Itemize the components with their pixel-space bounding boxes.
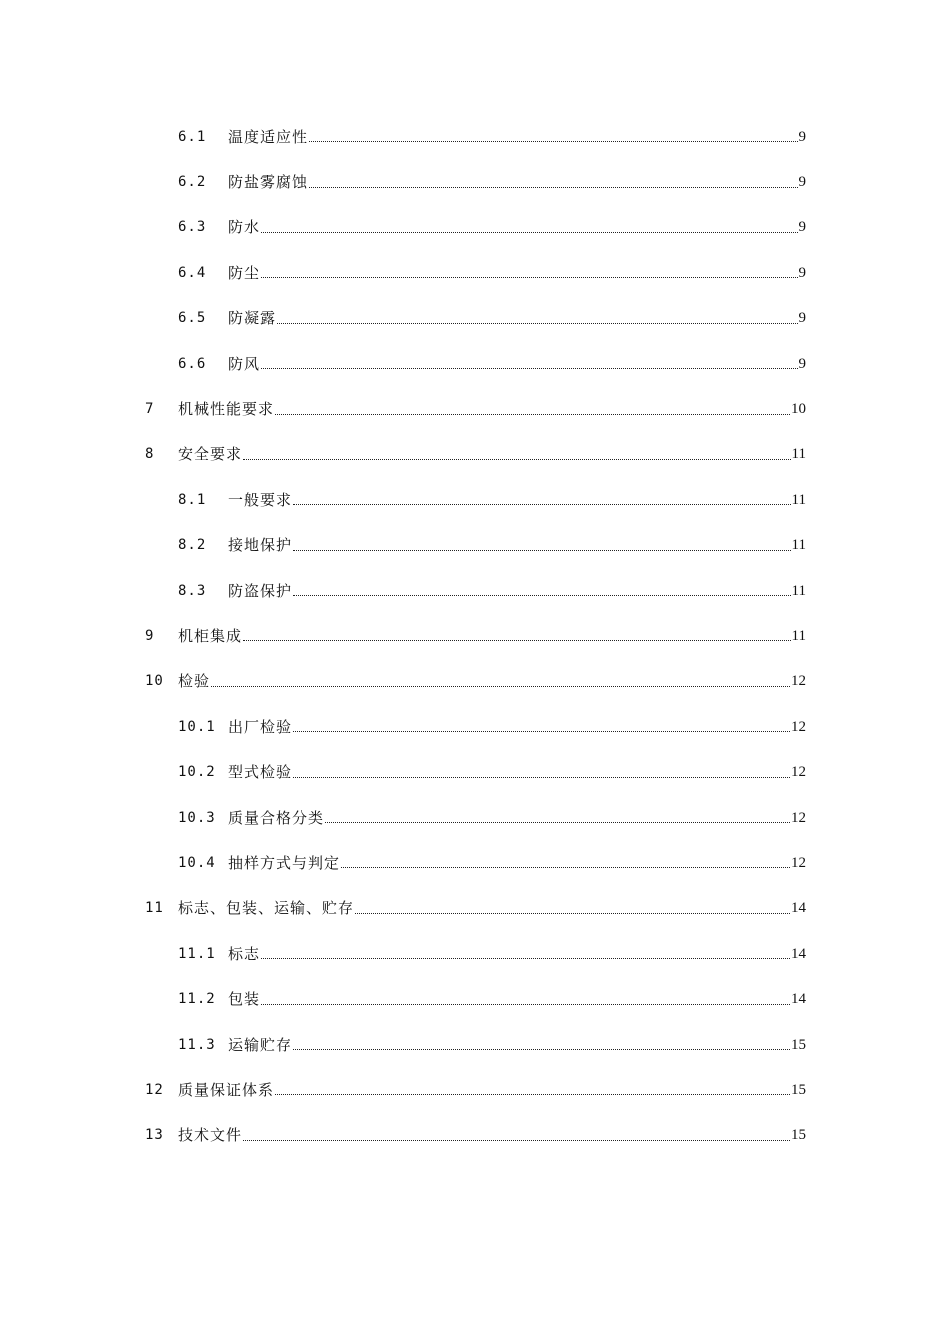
toc-entry-11-3[interactable] [0, 1022, 950, 1067]
toc-entry-number: 13 [145, 1127, 164, 1144]
toc-entry-8-3[interactable] [0, 568, 950, 613]
toc-entry-title: 防盐雾腐蚀 [228, 173, 309, 192]
toc-dot-leader [261, 1004, 790, 1005]
toc-entry-9[interactable] [0, 613, 950, 658]
toc-entry-title: 标志、包装、运输、贮存 [178, 899, 355, 918]
toc-entry-page: 14 [791, 991, 806, 1008]
toc-dot-leader [243, 640, 791, 641]
toc-dot-leader [293, 731, 790, 732]
toc-dot-leader [243, 1140, 790, 1141]
toc-dot-leader [261, 277, 797, 278]
toc-entry-title: 防尘 [228, 263, 261, 282]
toc-entry-6-4[interactable] [0, 250, 950, 295]
toc-entry-number: 11.2 [178, 991, 216, 1008]
toc-entry-title: 检验 [178, 672, 211, 691]
toc-entry-number: 6.1 [178, 128, 207, 145]
toc-dot-leader [293, 1049, 790, 1050]
toc-entry-10-4[interactable] [0, 840, 950, 885]
toc-entry-number: 10.2 [178, 764, 216, 781]
toc-entry-8[interactable] [0, 432, 950, 477]
toc-entry-title: 一般要求 [228, 490, 293, 509]
toc-entry-13[interactable] [0, 1113, 950, 1158]
toc-entry-title: 机柜集成 [178, 626, 243, 645]
toc-entry-11-2[interactable] [0, 976, 950, 1021]
toc-entry-number: 8.3 [178, 582, 207, 599]
toc-entry-title: 防风 [228, 354, 261, 373]
toc-entry-number: 10.4 [178, 854, 216, 871]
toc-entry-page: 15 [791, 1081, 806, 1098]
toc-entry-number: 9 [145, 627, 155, 644]
toc-entry-6-3[interactable] [0, 205, 950, 250]
toc-entry-page: 9 [798, 310, 806, 327]
toc-dot-leader [275, 1094, 790, 1095]
toc-entry-page: 10 [791, 401, 806, 418]
toc-entry-title: 质量保证体系 [178, 1080, 275, 1099]
toc-entry-page: 12 [791, 854, 806, 871]
toc-entry-title: 抽样方式与判定 [228, 853, 341, 872]
toc-dot-leader [293, 504, 791, 505]
toc-entry-number: 6.6 [178, 355, 207, 372]
toc-entry-title: 防水 [228, 218, 261, 237]
toc-entry-page: 9 [798, 128, 806, 145]
toc-entry-number: 8 [145, 446, 155, 463]
toc-entry-7[interactable] [0, 386, 950, 431]
toc-entry-12[interactable] [0, 1067, 950, 1112]
toc-entry-number: 10.1 [178, 718, 216, 735]
toc-entry-page: 12 [791, 673, 806, 690]
toc-entry-title: 质量合格分类 [228, 808, 325, 827]
toc-dot-leader [243, 459, 791, 460]
toc-entry-number: 6.5 [178, 310, 207, 327]
toc-dot-leader [293, 777, 790, 778]
toc-entry-title: 接地保护 [228, 536, 293, 555]
toc-entry-title: 运输贮存 [228, 1035, 293, 1054]
toc-entry-title: 安全要求 [178, 445, 243, 464]
toc-entry-11[interactable] [0, 886, 950, 931]
toc-dot-leader [277, 323, 797, 324]
toc-dot-leader [261, 958, 790, 959]
toc-entry-number: 6.2 [178, 174, 207, 191]
toc-entry-page: 14 [791, 945, 806, 962]
table-of-contents [0, 114, 950, 1158]
toc-entry-6-6[interactable] [0, 341, 950, 386]
toc-entry-number: 11.1 [178, 945, 216, 962]
toc-dot-leader [341, 867, 790, 868]
toc-entry-page: 9 [798, 174, 806, 191]
toc-entry-number: 8.1 [178, 491, 207, 508]
toc-entry-title: 机械性能要求 [178, 400, 275, 419]
toc-entry-number: 10 [145, 673, 164, 690]
toc-entry-number: 8.2 [178, 537, 207, 554]
toc-entry-title: 型式检验 [228, 763, 293, 782]
toc-entry-10-1[interactable] [0, 704, 950, 749]
toc-entry-number: 6.3 [178, 219, 207, 236]
toc-entry-number: 11.3 [178, 1036, 216, 1053]
toc-entry-title: 防凝露 [228, 309, 277, 328]
toc-entry-title: 包装 [228, 990, 261, 1009]
toc-entry-number: 10.3 [178, 809, 216, 826]
toc-entry-page: 12 [791, 809, 806, 826]
toc-dot-leader [293, 550, 791, 551]
toc-entry-page: 11 [791, 446, 806, 463]
toc-entry-page: 11 [791, 537, 806, 554]
toc-entry-title: 技术文件 [178, 1126, 243, 1145]
toc-entry-page: 11 [791, 582, 806, 599]
toc-entry-page: 11 [791, 627, 806, 644]
toc-dot-leader [325, 822, 790, 823]
toc-entry-10-3[interactable] [0, 795, 950, 840]
toc-dot-leader [309, 141, 797, 142]
toc-entry-title: 防盗保护 [228, 581, 293, 600]
toc-entry-page: 11 [791, 491, 806, 508]
toc-entry-number: 7 [145, 401, 155, 418]
toc-entry-8-1[interactable] [0, 477, 950, 522]
toc-entry-8-2[interactable] [0, 523, 950, 568]
toc-dot-leader [309, 187, 797, 188]
toc-entry-title: 标志 [228, 944, 261, 963]
toc-entry-page: 15 [791, 1036, 806, 1053]
toc-entry-number: 12 [145, 1081, 164, 1098]
toc-entry-page: 9 [798, 264, 806, 281]
toc-entry-6-1[interactable] [0, 114, 950, 159]
toc-entry-title: 温度适应性 [228, 127, 309, 146]
toc-entry-10[interactable] [0, 659, 950, 704]
toc-entry-page: 14 [791, 900, 806, 917]
toc-entry-11-1[interactable] [0, 931, 950, 976]
toc-entry-title: 出厂检验 [228, 717, 293, 736]
toc-entry-page: 9 [798, 219, 806, 236]
toc-dot-leader [211, 686, 790, 687]
toc-entry-number: 6.4 [178, 264, 207, 281]
toc-entry-page: 12 [791, 764, 806, 781]
toc-dot-leader [293, 595, 791, 596]
toc-entry-10-2[interactable] [0, 749, 950, 794]
toc-dot-leader [355, 913, 790, 914]
toc-dot-leader [275, 414, 790, 415]
toc-entry-6-2[interactable] [0, 159, 950, 204]
toc-entry-page: 9 [798, 355, 806, 372]
toc-entry-number: 11 [145, 900, 164, 917]
toc-dot-leader [261, 232, 797, 233]
toc-dot-leader [261, 368, 797, 369]
toc-entry-page: 12 [791, 718, 806, 735]
toc-entry-page: 15 [791, 1127, 806, 1144]
toc-entry-6-5[interactable] [0, 296, 950, 341]
